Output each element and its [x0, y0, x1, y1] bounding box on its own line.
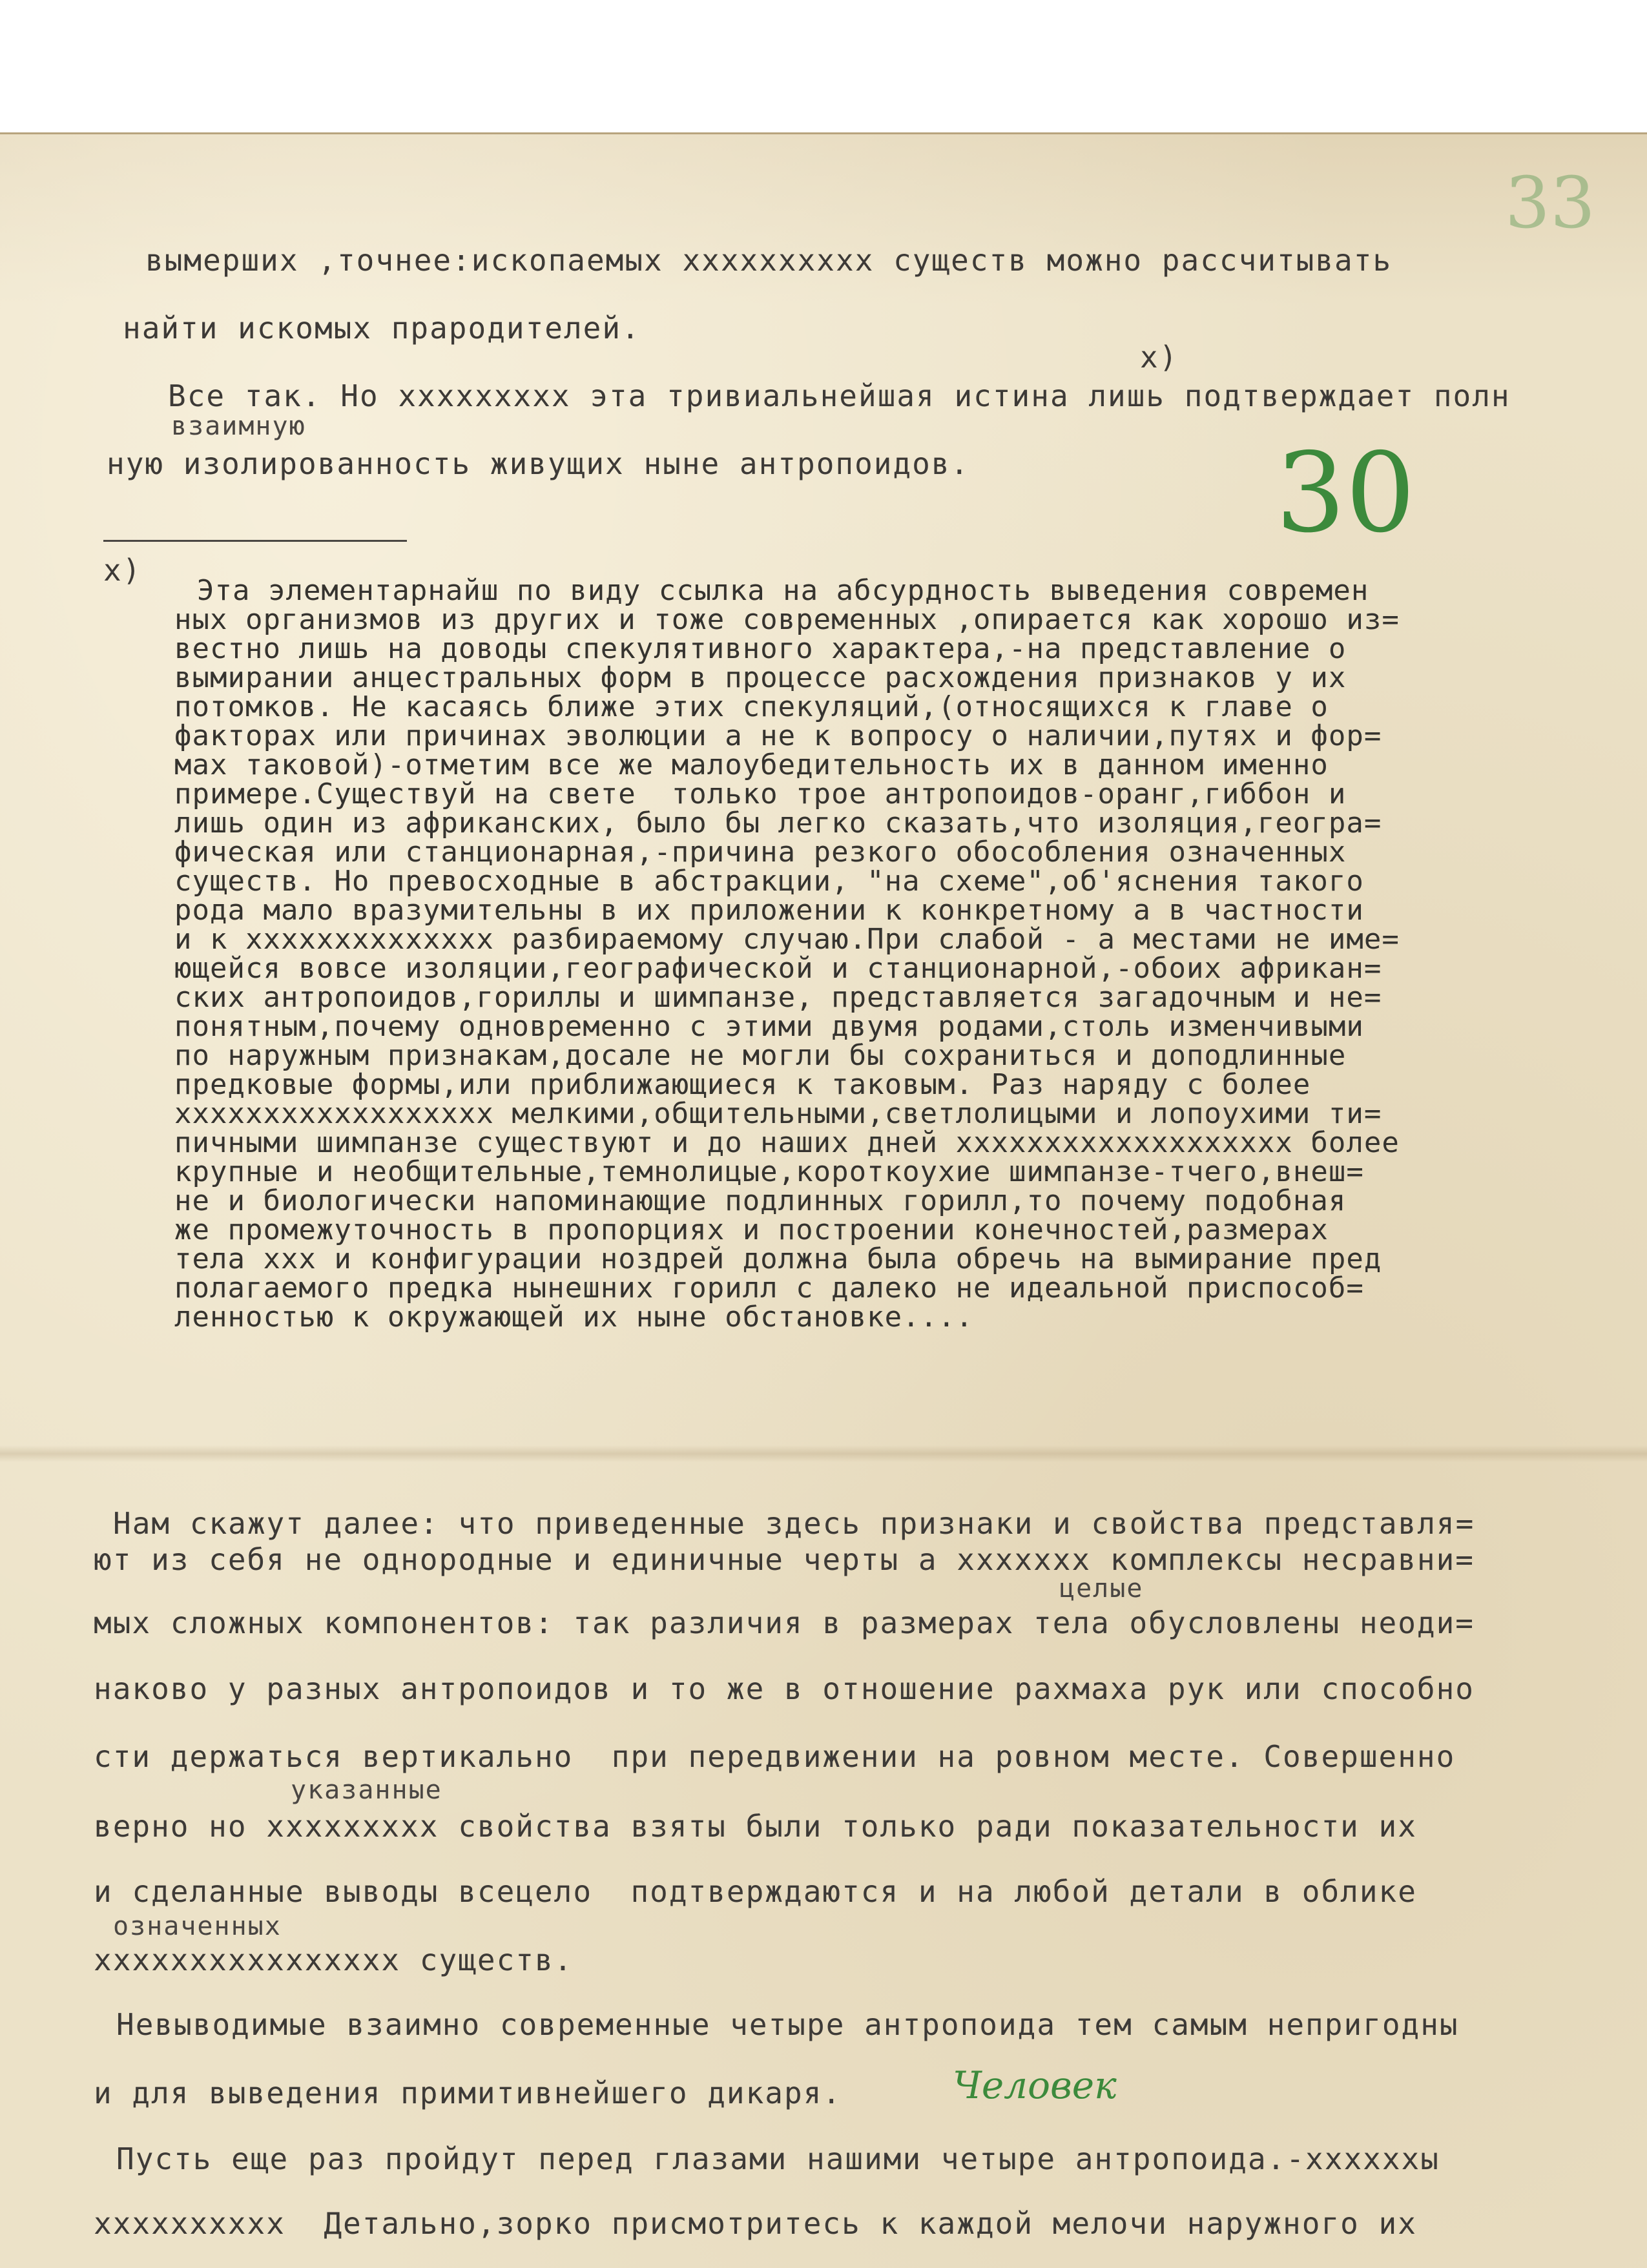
footnote-line: мах таковой)-отметим все же малоубедительность их в данном именно	[174, 748, 1329, 781]
footnote-line: крупные и необщительные,темнолицые,короткоухие шимпанзе-тчего,внеш=	[174, 1155, 1364, 1188]
text-line: и сделанные выводы всецело подтверждаются и на любой детали в облике	[94, 1874, 1417, 1909]
footnote-line: потомков. Не касаясь ближе этих спекуляций,(относящихся к главе о	[174, 690, 1329, 723]
footnote-line: лишь один из африканских, было бы легко сказать,что изоляция,геогра=	[174, 807, 1382, 840]
handwritten-page-number: 30	[1276, 429, 1416, 557]
text-line: Нам скажут далее: что приведенные здесь признаки и свойства представля=	[113, 1506, 1475, 1541]
footnote-line: ских антропоидов,гориллы и шимпанзе, представляется загадочным и не=	[174, 981, 1382, 1014]
handwritten-note: Человек	[953, 2063, 1117, 2107]
text-line: Невыводимые взаимно современные четыре антропоида тем самым непригодны	[116, 2007, 1459, 2042]
text-line-3: Все так. Но ххххххххх эта тривиальнейшая истина лишь подтверждает полн	[168, 378, 1511, 413]
footnote-line: существ. Но превосходные в абстракции, "на схеме",об'яснения такого	[174, 865, 1364, 898]
text-line-1: вымерших ,точнее:ископаемых хххххххххх существ можно рассчитывать	[145, 243, 1393, 278]
footnote-line: пичными шимпанзе существуют и до наших дней ххххххххххххххххххх более	[174, 1126, 1400, 1159]
footnote-line: не и биологически напоминающие подлинных горилл,то почему подобная	[174, 1184, 1347, 1217]
footnote-line: фическая или станционарная,-причина резкого обособления означенных	[174, 836, 1347, 869]
footnote-line: ленностью к окружающей их ныне обстановке....	[174, 1301, 974, 1334]
insertion-above-line: указанные	[291, 1775, 442, 1805]
footnote-line: факторах или причинах эволюции а не к вопросу о наличии,путях и фор=	[174, 719, 1382, 752]
text-line: хххххххххх Детально,зорко присмотритесь к каждой мелочи наружного их	[94, 2206, 1417, 2241]
handwritten-corner-number: 33	[1505, 161, 1595, 244]
footnote-line: ющейся вовсе изоляции,географической и станционарной,-обоих африкан=	[174, 952, 1382, 985]
footnote-line: же промежуточность в пропорциях и построении конечностей,размерах	[174, 1213, 1329, 1246]
insertion-above-line: целые	[1059, 1574, 1144, 1603]
footnote-line: предковые формы,или приближающиеся к таковым. Раз наряду с более	[174, 1068, 1311, 1101]
insertion-above-line-4: взаимную	[171, 411, 306, 441]
footnote-line: вестно лишь на доводы спекулятивного характера,-на представление о	[174, 632, 1347, 665]
paper-fold	[0, 1445, 1647, 1462]
text-line: наково у разных антропоидов и то же в отношение рахмаха рук или способно	[94, 1671, 1475, 1706]
text-line: верно но ххххххххх свойства взяты были только ради показательности их	[94, 1809, 1417, 1844]
text-line: сти держаться вертикально при передвижении на ровном месте. Совершенно	[94, 1739, 1456, 1774]
text-line: ют из себя не однородные и единичные черты а ххххххх комплексы несравни=	[94, 1542, 1475, 1577]
text-line-2: найти искомых прародителей.	[123, 311, 641, 345]
footnote-line: ных организмов из других и тоже современных ,опирается как хорошо из=	[174, 603, 1400, 636]
footnote-line: полагаемого предка нынешних горилл с далеко не идеальной приспособ=	[174, 1272, 1364, 1304]
footnote-reference: х)	[1140, 340, 1179, 375]
footnote-line: Эта элементарнайш по виду ссылка на абсурдность выведения современ	[197, 574, 1369, 607]
insertion-above-line: означенных	[113, 1912, 282, 1941]
text-line-4: ную изолированность живущих ныне антропоидов.	[107, 446, 970, 481]
footnote-line: рода мало вразумительны в их приложении к конкретному а в частности	[174, 894, 1364, 927]
footnote-marker: х)	[103, 553, 142, 588]
text-line: хххххххххххххххх существ.	[94, 1943, 574, 1977]
footnote-line: понятным,почему одновременно с этими двумя родами,столь изменчивыми	[174, 1010, 1364, 1043]
footnote-line: тела ххх и конфигурации ноздрей должна была обречь на вымирание пред	[174, 1242, 1382, 1275]
footnote-line: вымирании анцестральных форм в процессе расхождения признаков у их	[174, 661, 1347, 694]
text-line: мых сложных компонентов: так различия в размерах тела обусловлены неоди=	[94, 1605, 1475, 1640]
text-line: и для выведения примитивнейшего дикаря.	[94, 2076, 842, 2110]
footnote-line: хххххххххххххххххх мелкими,общительными,светлолицыми и лопоухими ти=	[174, 1097, 1382, 1130]
footnote-rule	[103, 540, 407, 542]
footnote-line: по наружным признакам,досале не могли бы сохраниться и доподлинные	[174, 1039, 1347, 1072]
footnote-line: и к хххххххххххххх разбираемому случаю.При слабой - а местами не име=	[174, 923, 1400, 956]
footnote-line: примере.Существуй на свете только трое антропоидов-оранг,гиббон и	[174, 778, 1347, 810]
text-line: Пусть еще раз пройдут перед глазами нашими четыре антропоида.-ххххххы	[116, 2141, 1440, 2176]
